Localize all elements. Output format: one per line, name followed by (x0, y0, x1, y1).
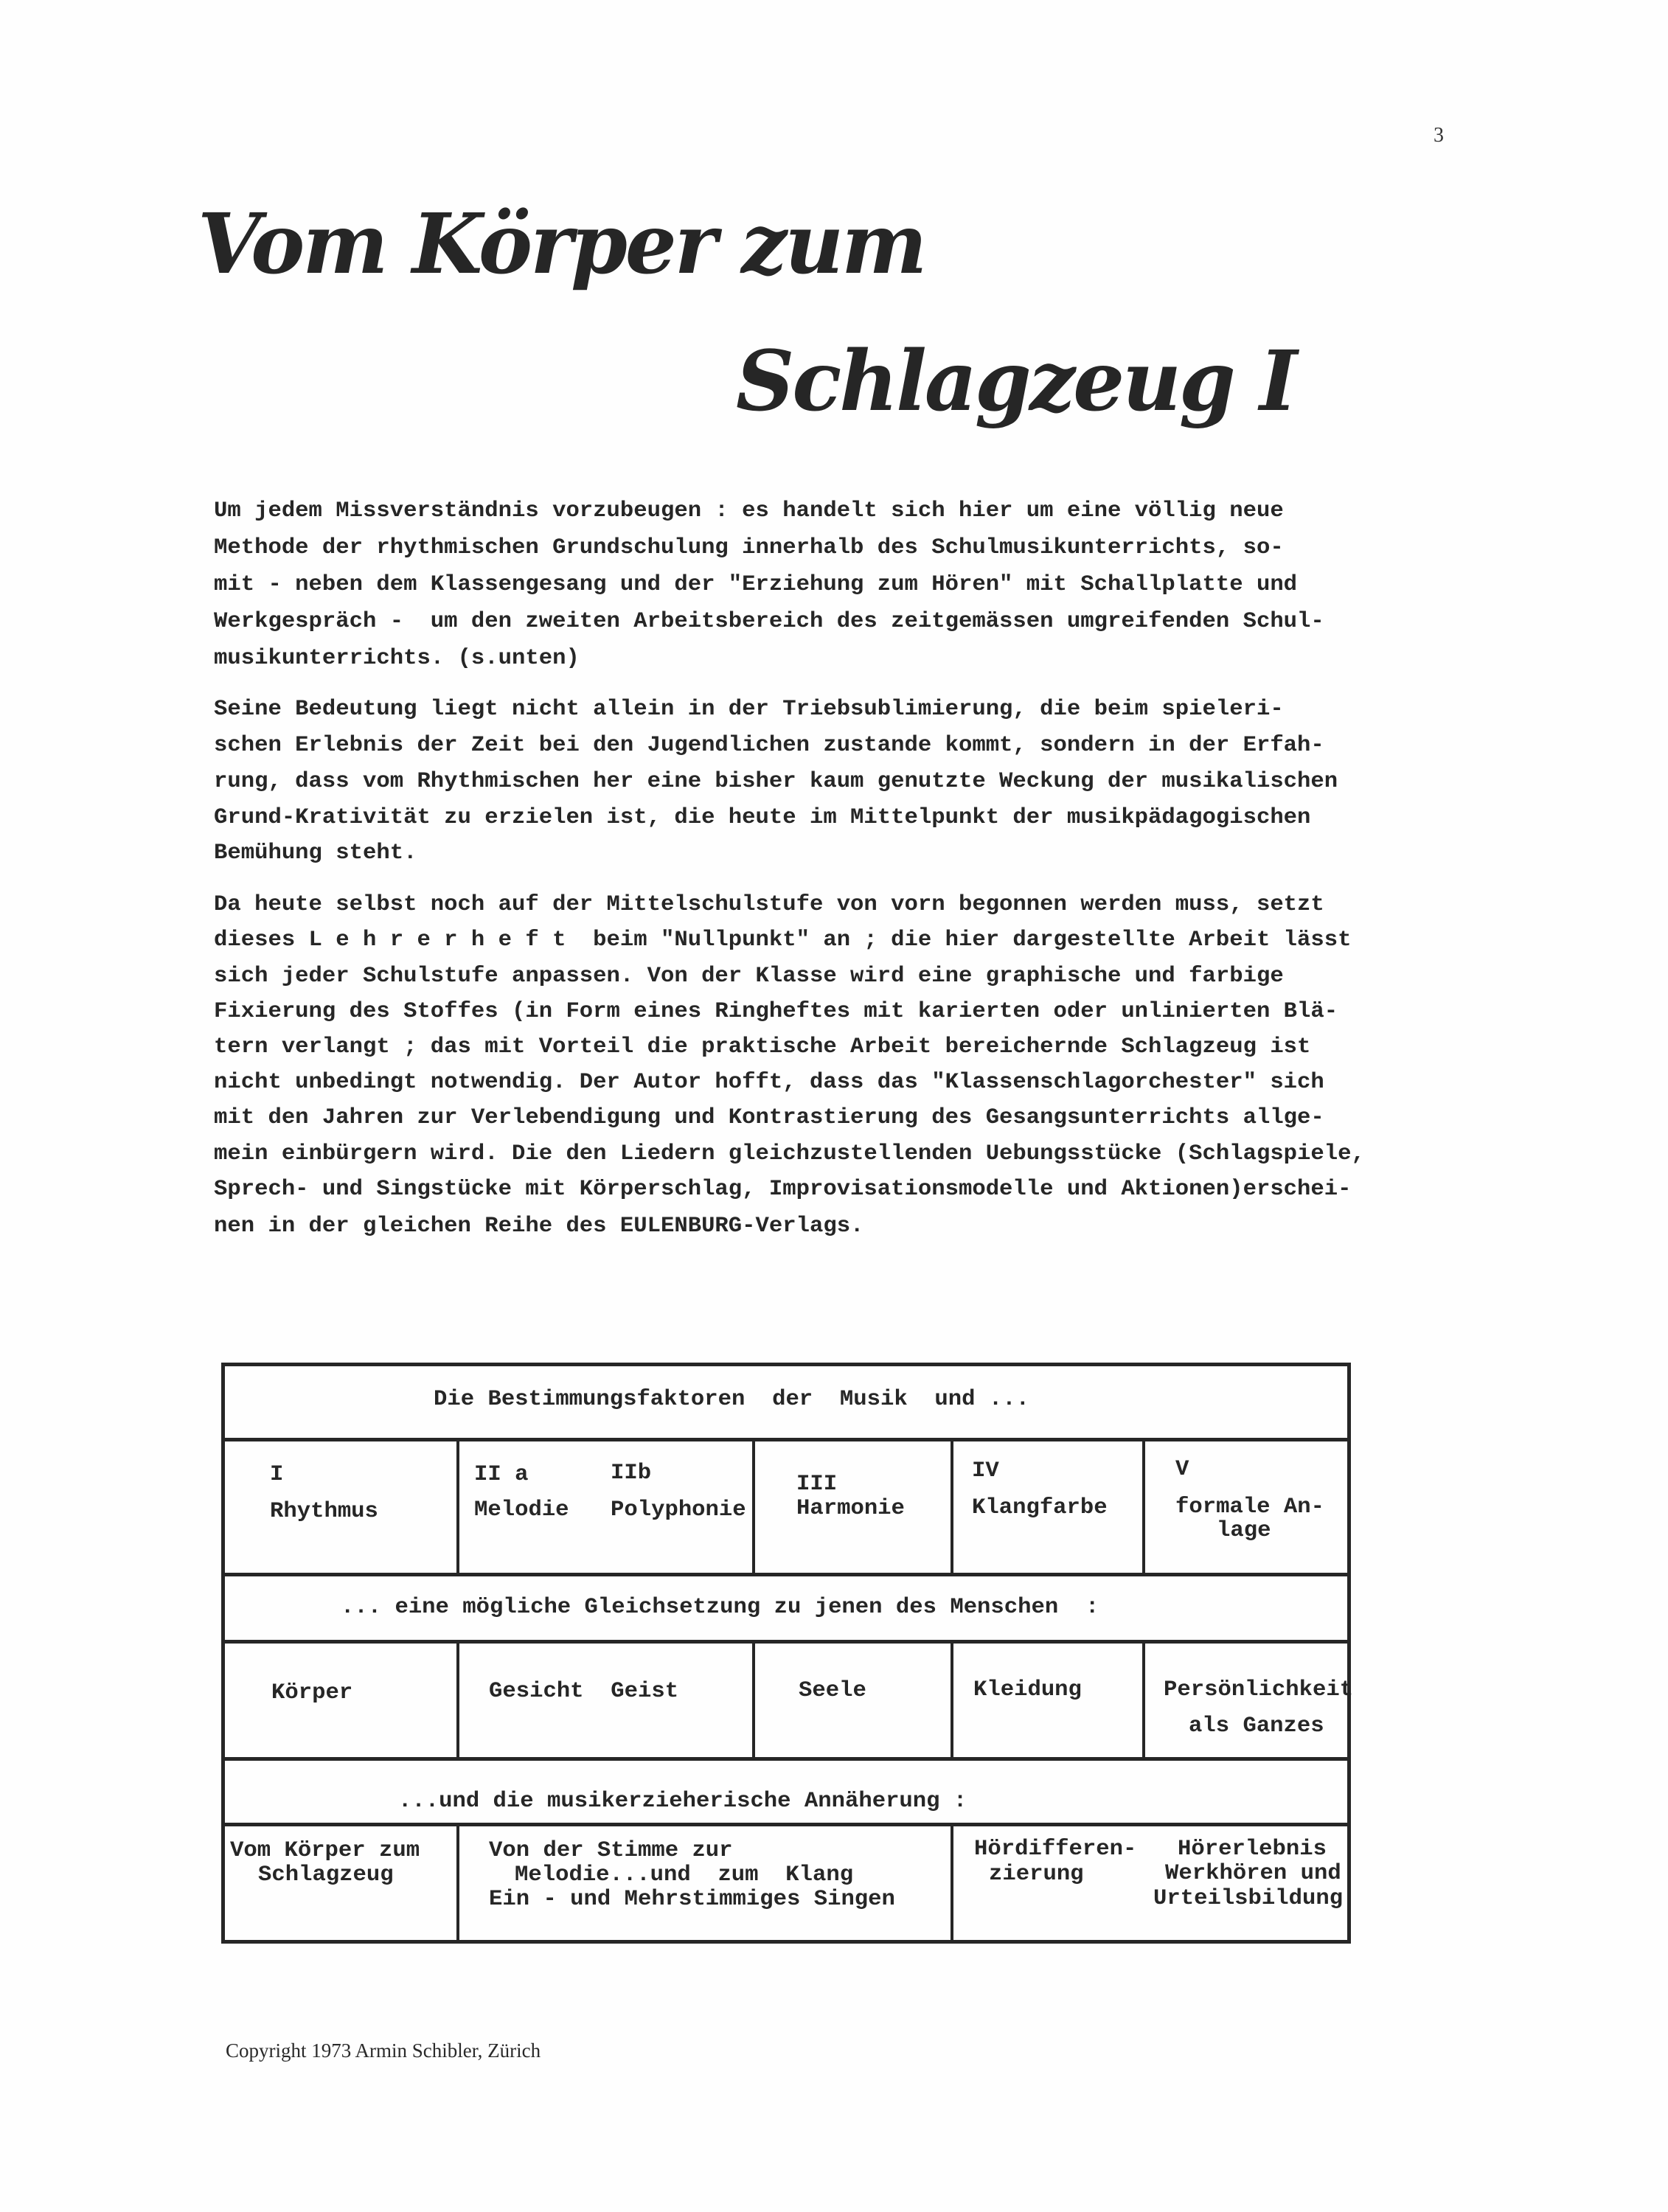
table-row-divider (221, 1438, 1351, 1441)
table-row-divider (221, 1757, 1351, 1761)
factor-name: Polyphonie (611, 1498, 746, 1523)
factor-numeral: I (270, 1462, 284, 1487)
table-row-divider (221, 1823, 1351, 1826)
table-header-human: ... eine mögliche Gleichsetzung zu jenen des Menschen : (341, 1595, 1099, 1620)
body-line: Sprech- und Singstücke mit Körperschlag, Improvisationsmodelle und Aktionen)erschei- (214, 1177, 1352, 1202)
approach-item: zierung (989, 1862, 1084, 1887)
body-line: Methode der rhythmischen Grundschulung innerhalb des Schulmusikunterrichts, so- (214, 535, 1284, 560)
table-row-divider (221, 1640, 1351, 1644)
body-line: musikunterrichts. (s.unten) (214, 646, 580, 671)
body-line: Fixierung des Stoffes (in Form eines Ringheftes mit karierten oder unlinierten Blä- (214, 999, 1338, 1024)
table-col-divider (752, 1438, 755, 1574)
factor-name: Harmonie (796, 1496, 905, 1521)
factor-numeral: II a (474, 1462, 529, 1487)
approach-item: Ein - und Mehrstimmiges Singen (489, 1887, 895, 1912)
factor-name: formale An- (1175, 1495, 1325, 1520)
page-title-line-1: Vom Körper zum (198, 196, 925, 293)
human-aspect-continued: als Ganzes (1189, 1714, 1324, 1739)
body-line: mit - neben dem Klassengesang und der "Erziehung zum Hören" mit Schallplatte und (214, 572, 1298, 597)
table-col-divider (456, 1438, 459, 1574)
table-col-divider (951, 1823, 953, 1942)
factor-name: Klangfarbe (972, 1495, 1108, 1520)
body-line: Grund-Krativität zu erzielen ist, die heute im Mittelpunkt der musikpädagogischen (214, 805, 1311, 830)
table-col-divider (951, 1640, 953, 1759)
copyright-notice: Copyright 1973 Armin Schibler, Zürich (226, 2039, 541, 2062)
body-line: mein einbürgern wird. Die den Liedern gleichzustellenden Uebungsstücke (Schlagspiele, (214, 1141, 1365, 1166)
approach-item: Werkhören und (1165, 1861, 1341, 1886)
factor-numeral: IV (972, 1458, 999, 1484)
body-line: sich jeder Schulstufe anpassen. Von der Klasse wird eine graphische und farbige (214, 964, 1284, 989)
body-line: dieses L e h r e r h e f t beim "Nullpunkt" an ; die hier dargestellte Arbeit lässt (214, 928, 1352, 953)
approach-item: Hörerlebnis (1178, 1837, 1327, 1862)
page-title-line-2: Schlagzeug I (736, 333, 1296, 430)
factor-numeral: V (1175, 1457, 1189, 1482)
body-line: mit den Jahren zur Verlebendigung und Kontrastierung des Gesangsunterrichts allge- (214, 1105, 1324, 1130)
approach-item: Vom Körper zum (230, 1838, 420, 1863)
body-line: Bemühung steht. (214, 841, 417, 866)
body-line: rung, dass vom Rhythmischen her eine bisher kaum genutzte Weckung der musikalischen (214, 769, 1338, 794)
table-col-divider (456, 1640, 459, 1759)
body-line: schen Erlebnis der Zeit bei den Jugendlichen zustande kommt, sondern in der Erfah- (214, 733, 1324, 758)
approach-item: Schlagzeug (258, 1863, 394, 1888)
body-line: Werkgespräch - um den zweiten Arbeitsbereich des zeitgemässen umgreifenden Schul- (214, 609, 1324, 634)
table-row-divider (221, 1573, 1351, 1576)
body-line: nen in der gleichen Reihe des EULENBURG-Verlags. (214, 1214, 864, 1239)
approach-item: Hördifferen- (974, 1837, 1137, 1862)
table-col-divider (752, 1640, 755, 1759)
approach-item: Urteilsbildung (1153, 1886, 1344, 1911)
approach-item: Melodie...und zum Klang (515, 1863, 854, 1888)
factor-name: Melodie (474, 1498, 569, 1523)
page-number: 3 (1434, 124, 1444, 147)
table-col-divider (456, 1823, 459, 1942)
table-header-factors: Die Bestimmungsfaktoren der Musik und ... (434, 1387, 1029, 1412)
table-header-approach: ...und die musikerzieherische Annäherung : (398, 1789, 967, 1814)
body-line: Seine Bedeutung liegt nicht allein in der Triebsublimierung, die beim spieleri- (214, 697, 1284, 722)
human-aspect: Seele (799, 1678, 866, 1703)
body-line: Um jedem Missverständnis vorzubeugen : es handelt sich hier um eine völlig neue (214, 498, 1284, 524)
table-col-divider (1142, 1640, 1145, 1759)
human-aspect: Kleidung (973, 1677, 1082, 1703)
approach-item: Von der Stimme zur (489, 1838, 733, 1863)
factor-name: Rhythmus (270, 1499, 378, 1524)
table-col-divider (1142, 1438, 1145, 1574)
body-line: nicht unbedingt notwendig. Der Autor hofft, dass das "Klassenschlagorchester" sich (214, 1070, 1324, 1095)
table-col-divider (951, 1438, 953, 1574)
human-aspect: Gesicht Geist (489, 1679, 679, 1704)
human-aspect: Persönlichkeit (1164, 1677, 1354, 1703)
factor-numeral: IIb (611, 1461, 652, 1486)
human-aspect: Körper (271, 1680, 353, 1705)
factor-numeral: III (796, 1472, 838, 1497)
body-line: tern verlangt ; das mit Vorteil die praktische Arbeit bereichernde Schlagzeug ist (214, 1034, 1311, 1060)
factor-name-continued: lage (1217, 1518, 1271, 1543)
body-line: Da heute selbst noch auf der Mittelschulstufe von vorn begonnen werden muss, setzt (214, 892, 1324, 917)
